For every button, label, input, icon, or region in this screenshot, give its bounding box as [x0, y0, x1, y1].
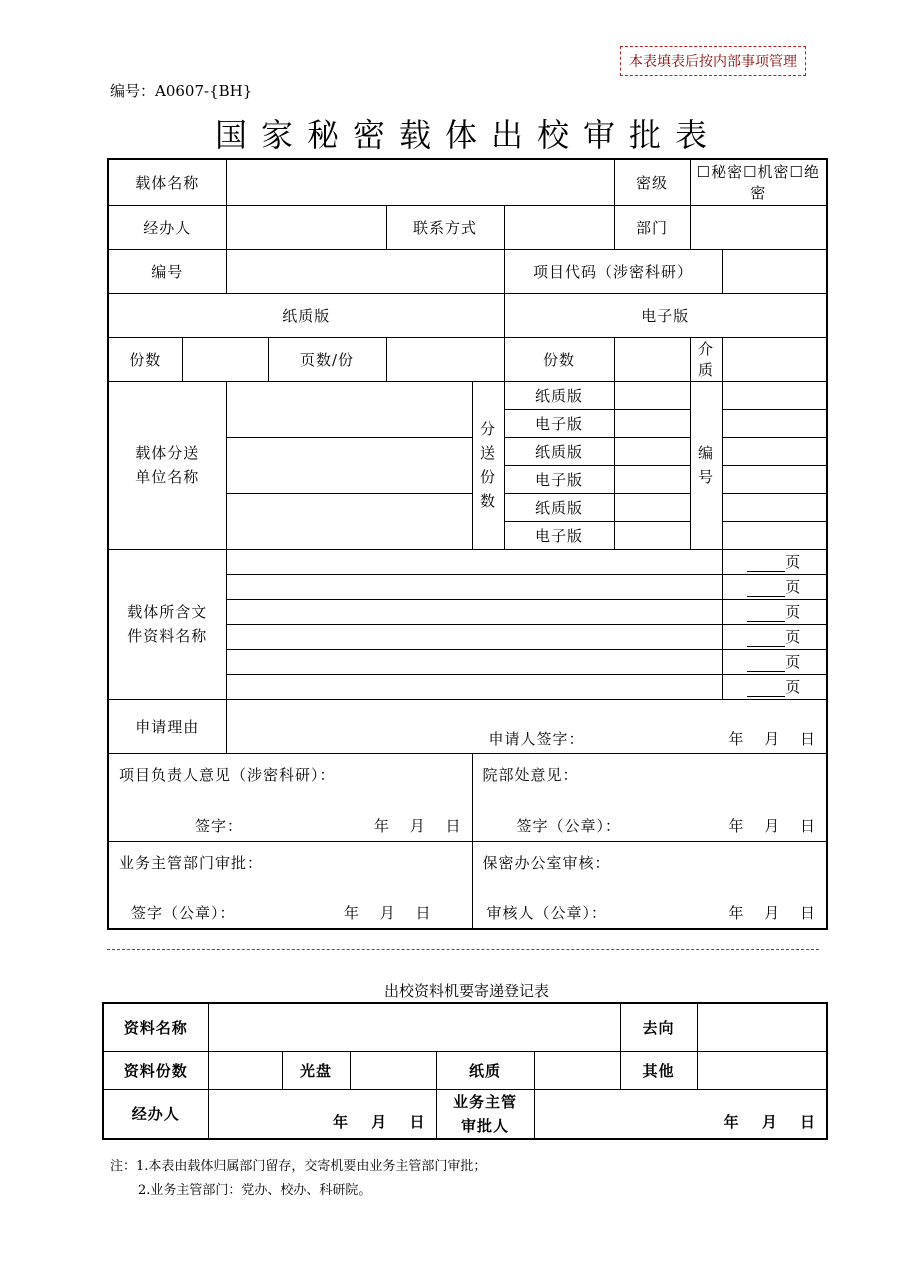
business-date: 年 月 日 — [343, 904, 432, 922]
serial-field[interactable] — [722, 465, 827, 493]
distribution-unit-field-2[interactable] — [226, 437, 472, 493]
serial-field[interactable] — [722, 493, 827, 521]
serial-field[interactable] — [722, 409, 827, 437]
electronic-copies-field[interactable] — [614, 337, 690, 381]
project-lead-opinion-box[interactable] — [108, 753, 472, 841]
distribution-unit-field-3[interactable] — [226, 493, 472, 549]
document-name-field[interactable] — [226, 549, 722, 574]
document-number: 编号：A0607-{BH} — [110, 82, 253, 100]
dist-type-electronic-2: 电子版 — [504, 465, 614, 493]
document-pages-field[interactable]: 页 — [722, 574, 827, 599]
destination-label: 去向 — [620, 1003, 697, 1051]
dept-opinion-label: 院部处意见： — [482, 765, 579, 784]
reason-label: 申请理由 — [108, 699, 226, 753]
paper-copies-field[interactable] — [182, 337, 268, 381]
distribution-unit-field-1[interactable] — [226, 381, 472, 437]
project-lead-opinion-label: 项目负责人意见（涉密科研）： — [119, 765, 336, 784]
secret-level-label: 密级 — [614, 159, 690, 205]
dist-count-field[interactable] — [614, 409, 690, 437]
paper-copies-label: 份数 — [108, 337, 182, 381]
secret-level-checkboxes[interactable]: ☐秘密☐机密☐绝密 — [690, 159, 827, 205]
dist-type-electronic-1: 电子版 — [504, 409, 614, 437]
documents-label: 载体所含文 件资料名称 — [108, 549, 226, 699]
carrier-name-label: 载体名称 — [108, 159, 226, 205]
handler-field[interactable] — [226, 205, 386, 249]
medium-label: 介质 — [690, 337, 722, 381]
electronic-version-header: 电子版 — [504, 293, 827, 337]
document-pages-field[interactable]: 页 — [722, 649, 827, 674]
project-code-field[interactable] — [722, 249, 827, 293]
business-approval-box[interactable] — [108, 841, 472, 929]
mail-registration-title: 出校资料机要寄递登记表 — [383, 982, 549, 1000]
secrecy-review-box[interactable] — [472, 841, 827, 929]
mail-handler-label: 经办人 — [103, 1089, 208, 1139]
reviewer-seal-label: 审核人（公章）： — [486, 904, 608, 922]
dist-count-field[interactable] — [614, 493, 690, 521]
mail-handler-date[interactable]: 年 月 日 — [208, 1089, 436, 1139]
carrier-name-field[interactable] — [226, 159, 614, 205]
department-label: 部门 — [614, 205, 690, 249]
note-line-2: 2.业务主管部门：党办、校办、科研院。 — [138, 1183, 372, 1198]
contact-label: 联系方式 — [386, 205, 504, 249]
material-name-label: 资料名称 — [103, 1003, 208, 1051]
dist-count-field[interactable] — [614, 437, 690, 465]
internal-management-stamp: 本表填表后按内部事项管理 — [620, 46, 806, 76]
mail-registration-table — [102, 1002, 828, 1140]
paper-version-header: 纸质版 — [108, 293, 504, 337]
approver-date[interactable]: 年 月 日 — [534, 1089, 827, 1139]
reason-field[interactable] — [226, 699, 827, 753]
distribution-copies-label: 分 送 份 数 — [472, 381, 504, 549]
applicant-date: 年 月 日 — [728, 729, 817, 748]
business-approval-label: 业务主管部门审批： — [119, 853, 264, 872]
secrecy-review-label: 保密办公室审核： — [482, 853, 611, 872]
number-field[interactable] — [226, 249, 504, 293]
dist-count-field[interactable] — [614, 465, 690, 493]
pages-per-copy-field[interactable] — [386, 337, 504, 381]
cut-line-divider — [107, 949, 819, 950]
document-name-field[interactable] — [226, 574, 722, 599]
dept-sign-seal-label: 签字（公章）： — [516, 816, 622, 835]
serial-label: 编 号 — [690, 381, 722, 549]
document-pages-field[interactable]: 页 — [722, 549, 827, 574]
destination-field[interactable] — [697, 1003, 827, 1051]
applicant-sign-label: 申请人签字： — [488, 729, 585, 748]
department-field[interactable] — [690, 205, 827, 249]
pages-per-copy-label: 页数/份 — [268, 337, 386, 381]
other-field[interactable] — [697, 1051, 827, 1089]
material-name-field[interactable] — [208, 1003, 620, 1051]
dept-date: 年 月 日 — [728, 816, 817, 835]
medium-field[interactable] — [722, 337, 827, 381]
dept-opinion-box[interactable] — [472, 753, 827, 841]
distribution-unit-label: 载体分送 单位名称 — [108, 381, 226, 549]
project-lead-sign-label: 签字： — [195, 816, 244, 835]
other-label: 其他 — [620, 1051, 697, 1089]
handler-label: 经办人 — [108, 205, 226, 249]
dist-count-field[interactable] — [614, 521, 690, 549]
project-lead-date: 年 月 日 — [373, 816, 462, 835]
document-pages-field[interactable]: 页 — [722, 674, 827, 699]
dist-type-paper-1: 纸质版 — [504, 381, 614, 409]
electronic-copies-label: 份数 — [504, 337, 614, 381]
notes — [110, 1155, 486, 1203]
note-line-1: 注：1.本表由载体归属部门留存，交寄机要由业务主管部门审批； — [110, 1159, 487, 1174]
material-copies-label: 资料份数 — [103, 1051, 208, 1089]
contact-field[interactable] — [504, 205, 614, 249]
serial-field[interactable] — [722, 437, 827, 465]
disc-label: 光盘 — [282, 1051, 350, 1089]
document-name-field[interactable] — [226, 599, 722, 624]
approver-label: 业务主管 审批人 — [436, 1089, 534, 1139]
material-copies-field[interactable] — [208, 1051, 282, 1089]
document-pages-field[interactable]: 页 — [722, 599, 827, 624]
disc-field[interactable] — [350, 1051, 436, 1089]
secrecy-date: 年 月 日 — [728, 904, 817, 922]
document-name-field[interactable] — [226, 624, 722, 649]
document-name-field[interactable] — [226, 674, 722, 699]
serial-field[interactable] — [722, 521, 827, 549]
approval-form-table — [107, 158, 828, 930]
dist-type-electronic-3: 电子版 — [504, 521, 614, 549]
dist-type-paper-2: 纸质版 — [504, 437, 614, 465]
number-label: 编号 — [108, 249, 226, 293]
document-pages-field[interactable]: 页 — [722, 624, 827, 649]
project-code-label: 项目代码（涉密科研） — [504, 249, 722, 293]
page-title: 国家秘密载体出校审批表 — [214, 116, 721, 154]
paper-label: 纸质 — [436, 1051, 534, 1089]
serial-field[interactable] — [722, 381, 827, 409]
business-sign-seal-label: 签字（公章）： — [131, 904, 236, 922]
dist-count-field[interactable] — [614, 381, 690, 409]
document-name-field[interactable] — [226, 649, 722, 674]
dist-type-paper-3: 纸质版 — [504, 493, 614, 521]
paper-field[interactable] — [534, 1051, 620, 1089]
